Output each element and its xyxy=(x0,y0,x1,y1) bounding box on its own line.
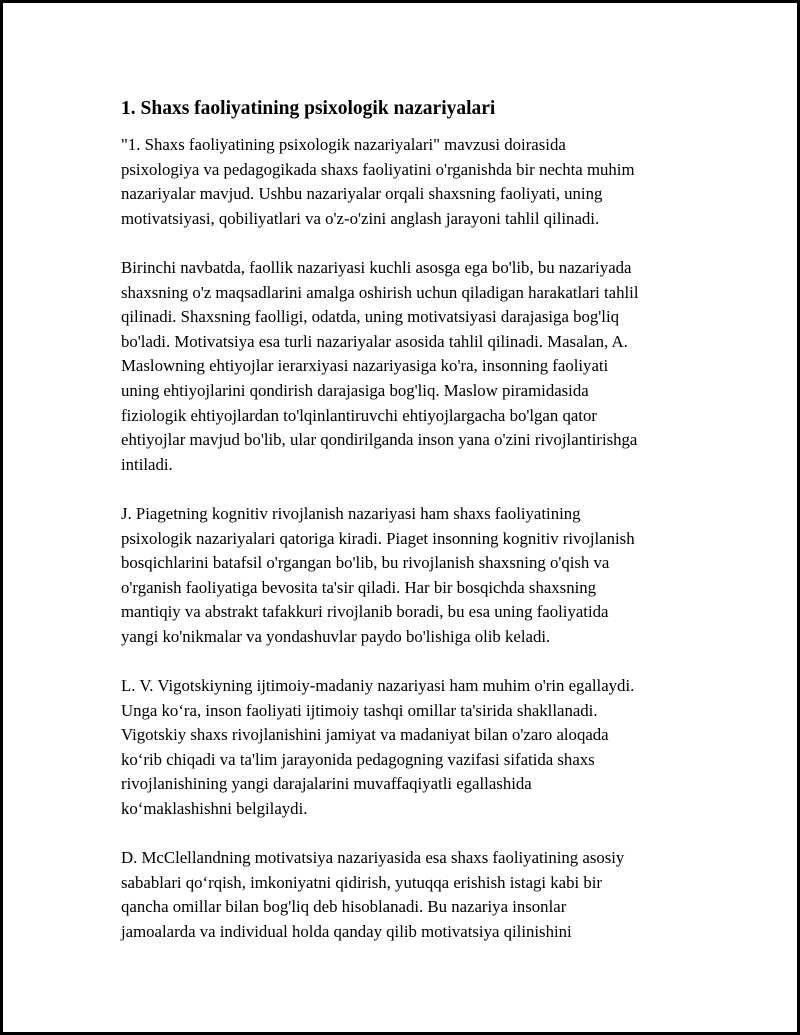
text-line: o'rganish faoliyatiga bevosita ta'sir qiladi. Har bir bosqichda shaxsning xyxy=(121,577,597,597)
text-line: qancha omillar bilan bog'liq deb hisoblanadi. Bu nazariya insonlar xyxy=(121,897,567,917)
text-line: ko‘rib chiqadi va ta'lim jarayonida pedagogning vazifasi sifatida shaxs xyxy=(121,749,595,769)
paragraph-activity-theory xyxy=(121,256,701,477)
text-line: J. Piagetning kognitiv rivojlanish nazariyasi ham shaxs faoliyatining xyxy=(121,503,581,523)
text-line: "1. Shaxs faoliyatining psixologik nazariyalari" mavzusi doirasida xyxy=(121,135,566,154)
text-line: L. V. Vigotskiyning ijtimoiy-madaniy nazariyasi ham muhim o'rin egallaydi. xyxy=(121,676,635,696)
text-line: ehtiyojlar mavjud bo'lib, ular qondirilganda inson yana o'zini rivojlantirishga xyxy=(121,430,638,450)
text-line: intiladi. xyxy=(121,454,173,474)
text-line: psixologiya va pedagogikada shaxs faoliyatini o'rganishda bir nechta muhim xyxy=(121,159,635,179)
text-line: yangi ko'nikmalar va yondashuvlar paydo bo'lishiga olib keladi. xyxy=(121,626,551,646)
text-line: jamoalarda va individual holda qanday qilib motivatsiya qilinishini xyxy=(121,922,572,941)
text-line: sabablari qo‘rqish, imkoniyatni qidirish, yutuqqa erishish istagi kabi bir xyxy=(121,872,602,892)
text-line: Vigotskiy shaxs rivojlanishini jamiyat va madaniyat bilan o'zaro aloqada xyxy=(121,725,609,745)
document-title: 1. Shaxs faoliyatining psixologik nazariyalari xyxy=(121,98,496,119)
text-line: motivatsiyasi, qobiliyatlari va o'z-o'zini anglash jarayoni tahlil qilinadi. xyxy=(121,208,600,228)
text-line: bo'ladi. Motivatsiya esa turli nazariyalar asosida tahlil qilinadi. Masalan, A. xyxy=(121,331,628,351)
text-line: uning ehtiyojlarini qondirish darajasiga bog'liq. Maslow piramidasida xyxy=(121,380,589,400)
text-line: mantiqiy va abstrakt tafakkuri rivojlanib boradi, bu esa uning faoliyatida xyxy=(121,602,609,622)
text-line: Birinchi navbatda, faollik nazariyasi kuchli asosga ega bo'lib, bu nazariyada xyxy=(121,257,632,277)
text-line: psixologik nazariyalari qatoriga kiradi. Piaget insonning kognitiv rivojlanish xyxy=(121,528,635,548)
text-line: D. McClellandning motivatsiya nazariyasida esa shaxs faoliyatining asosiy xyxy=(121,848,625,868)
text-line: bosqichlarini batafsil o'rgangan bo'lib, bu rivojlanish shaxsning o'qish va xyxy=(121,553,610,573)
paragraph-intro xyxy=(121,133,701,231)
text-line: fiziologik ehtiyojlardan to'lqinlantiruvchi ehtiyojlargacha bo'lgan qator xyxy=(121,405,597,425)
text-line: Maslowning ehtiyojlar ierarxiyasi nazariyasiga ko'ra, insonning faoliyati xyxy=(121,356,609,376)
text-line: Unga ko‘ra, inson faoliyati ijtimoiy tashqi omillar ta'sirida shakllanadi. xyxy=(121,700,598,720)
paragraph-piaget xyxy=(121,502,701,650)
text-line: qilinadi. Shaxsning faolligi, odatda, uning motivatsiyasi darajasiga bog'liq xyxy=(121,307,619,327)
text-line: shaxsning o'z maqsadlarini amalga oshirish uchun qiladigan harakatlari tahlil xyxy=(121,282,639,302)
text-line: nazariyalar mavjud. Ushbu nazariyalar orqali shaxsning faoliyati, uning xyxy=(121,184,603,204)
document-body xyxy=(121,95,701,969)
text-line: ko‘maklashishni belgilaydi. xyxy=(121,799,308,819)
paragraph-vygotsky xyxy=(121,674,701,822)
paragraph-mcclelland xyxy=(121,846,701,944)
text-line: rivojlanishining yangi darajalarini muvaffaqiyatli egallashida xyxy=(121,774,532,794)
